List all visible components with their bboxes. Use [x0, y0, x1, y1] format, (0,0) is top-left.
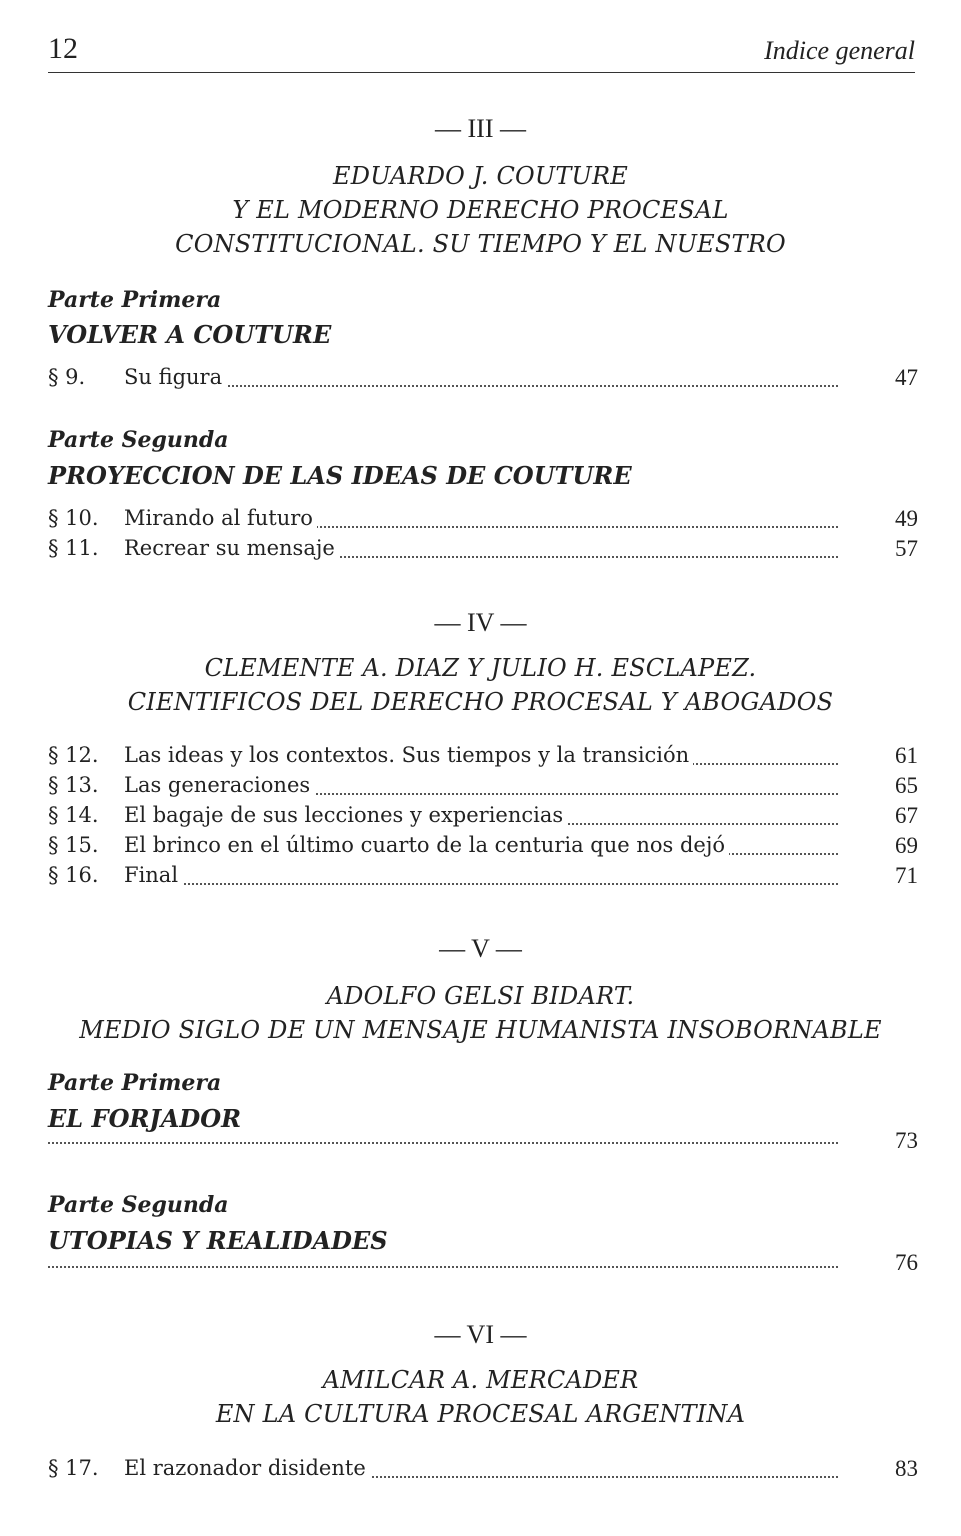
part-title: VOLVER A COUTURE — [48, 320, 332, 349]
toc-entry[interactable] — [48, 506, 918, 536]
part-label: Parte Segunda — [48, 1192, 229, 1218]
entry-number: § 17. — [48, 1456, 99, 1480]
entry-title: Las generaciones — [124, 773, 314, 797]
toc-entry[interactable] — [48, 365, 918, 395]
entry-page: 57 — [895, 536, 918, 561]
part-title: UTOPIAS Y REALIDADES — [48, 1226, 388, 1255]
section-title-line: EN LA CULTURA PROCESAL ARGENTINA — [215, 1400, 746, 1428]
entry-number: § 9. — [48, 365, 86, 389]
entry-number: § 16. — [48, 863, 99, 887]
entry-page: 65 — [895, 773, 918, 798]
section-numeral: — VI — — [434, 1320, 527, 1349]
section-title-line: Y EL MODERNO DERECHO PROCESAL — [232, 196, 729, 224]
page-number: 12 — [48, 32, 78, 65]
part-title: EL FORJADOR — [48, 1104, 242, 1133]
section-title-line: MEDIO SIGLO DE UN MENSAJE HUMANISTA INSOBORNABLE — [79, 1016, 882, 1044]
entry-page: 76 — [895, 1250, 918, 1275]
section-title-line: EDUARDO J. COUTURE — [333, 162, 628, 190]
part-title: PROYECCION DE LAS IDEAS DE COUTURE — [48, 461, 632, 490]
dot-leader — [48, 1142, 838, 1144]
entry-title: El razonador disidente — [124, 1456, 370, 1480]
section-numeral: — IV — — [434, 608, 527, 637]
entry-page: 49 — [895, 506, 918, 531]
section-title-line: AMILCAR A. MERCADER — [322, 1366, 639, 1394]
entry-number: § 12. — [48, 743, 99, 767]
page-header — [48, 30, 915, 73]
toc-entry[interactable] — [48, 536, 918, 566]
entry-title: Recrear su mensaje — [124, 536, 339, 560]
dot-leader — [48, 1266, 838, 1268]
entry-title: El bagaje de sus lecciones y experiencias — [124, 803, 567, 827]
part-label: Parte Primera — [48, 287, 222, 313]
entry-number: § 10. — [48, 506, 99, 530]
part-label: Parte Primera — [48, 1070, 222, 1096]
toc-entry[interactable] — [48, 803, 918, 833]
section-title-line: CONSTITUCIONAL. SU TIEMPO Y EL NUESTRO — [175, 230, 786, 258]
entry-page: 47 — [895, 365, 918, 390]
toc-entry[interactable] — [48, 833, 918, 863]
entry-page: 73 — [895, 1128, 918, 1153]
part-label: Parte Segunda — [48, 427, 229, 453]
section-title-line: CIENTIFICOS DEL DERECHO PROCESAL Y ABOGADOS — [127, 688, 834, 716]
dot-leader — [124, 883, 838, 885]
section-title-line: CLEMENTE A. DIAZ Y JULIO H. ESCLAPEZ. — [204, 654, 757, 682]
toc-entry[interactable] — [48, 773, 918, 803]
entry-page: 61 — [895, 743, 918, 768]
entry-page: 83 — [895, 1456, 918, 1481]
toc-entry[interactable] — [48, 743, 918, 773]
entry-number: § 13. — [48, 773, 99, 797]
running-head: Indice general — [764, 36, 915, 65]
entry-title: El brinco en el último cuarto de la centuria que nos dejó — [124, 833, 729, 857]
toc-entry[interactable] — [48, 863, 918, 893]
entry-page: 71 — [895, 863, 918, 888]
entry-number: § 14. — [48, 803, 99, 827]
entry-title: Final — [124, 863, 182, 887]
entry-title: Su figura — [124, 365, 226, 389]
section-numeral: — III — — [435, 114, 526, 143]
entry-number: § 15. — [48, 833, 99, 857]
entry-page: 69 — [895, 833, 918, 858]
entry-title: Mirando al futuro — [124, 506, 317, 530]
section-title-line: ADOLFO GELSI BIDART. — [326, 982, 635, 1010]
entry-title: Las ideas y los contextos. Sus tiempos y la transición — [124, 743, 693, 767]
entry-number: § 11. — [48, 536, 99, 560]
toc-entry[interactable] — [48, 1456, 918, 1486]
entry-page: 67 — [895, 803, 918, 828]
section-numeral: — V — — [439, 934, 522, 963]
dot-leader — [124, 385, 838, 387]
